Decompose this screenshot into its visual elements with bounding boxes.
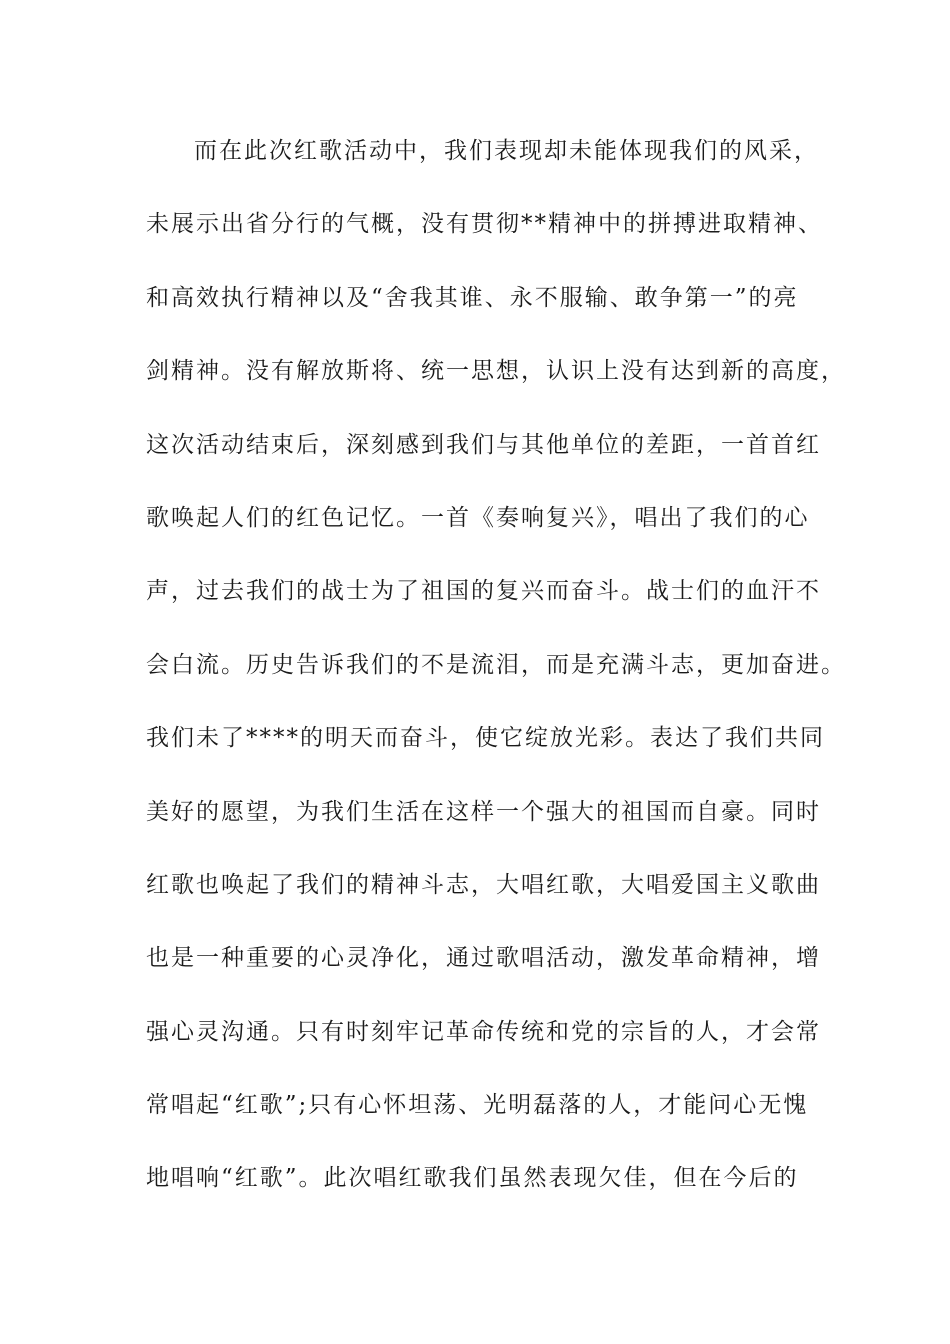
text-line-2: 未展示出省分行的气概，没有贯彻**精神中的拼搏进取精神、 xyxy=(146,211,823,238)
text-line-12: 也是一种重要的心灵净化，通过歌唱活动，激发革命精神，增 xyxy=(146,945,821,972)
text-line-4: 剑精神。没有解放斯将、统一思想，认识上没有达到新的高度， xyxy=(146,358,846,385)
text-line-6: 歌唤起人们的红色记忆。一首《奏响复兴》，唱出了我们的心 xyxy=(146,504,810,531)
text-line-13: 强心灵沟通。只有时刻牢记革命传统和党的宗旨的人，才会常 xyxy=(146,1018,821,1045)
text-line-9: 我们未了****的明天而奋斗，使它绽放光彩。表达了我们共同 xyxy=(146,725,825,752)
text-line-14: 常唱起“红歌”;只有心怀坦荡、光明磊落的人，才能问心无愧 xyxy=(146,1092,809,1119)
text-line-7: 声，过去我们的战士为了祖国的复兴而奋斗。战士们的血汗不 xyxy=(146,578,821,605)
text-line-10: 美好的愿望，为我们生活在这样一个强大的祖国而自豪。同时 xyxy=(146,798,821,825)
text-line-1: 而在此次红歌活动中，我们表现却未能体现我们的风采， xyxy=(194,138,819,164)
text-line-3: 和高效执行精神以及“舍我其谁、永不服输、敢争第一”的亮 xyxy=(146,284,799,311)
text-line-15: 地唱响“红歌”。此次唱红歌我们虽然表现欠佳，但在今后的 xyxy=(146,1165,799,1192)
text-line-11: 红歌也唤起了我们的精神斗志，大唱红歌，大唱爱国主义歌曲 xyxy=(146,871,821,898)
text-line-8: 会白流。历史告诉我们的不是流泪，而是充满斗志，更加奋进。 xyxy=(146,651,846,678)
body-paragraph xyxy=(146,132,846,1233)
text-line-5: 这次活动结束后，深刻感到我们与其他单位的差距，一首首红 xyxy=(146,431,821,458)
